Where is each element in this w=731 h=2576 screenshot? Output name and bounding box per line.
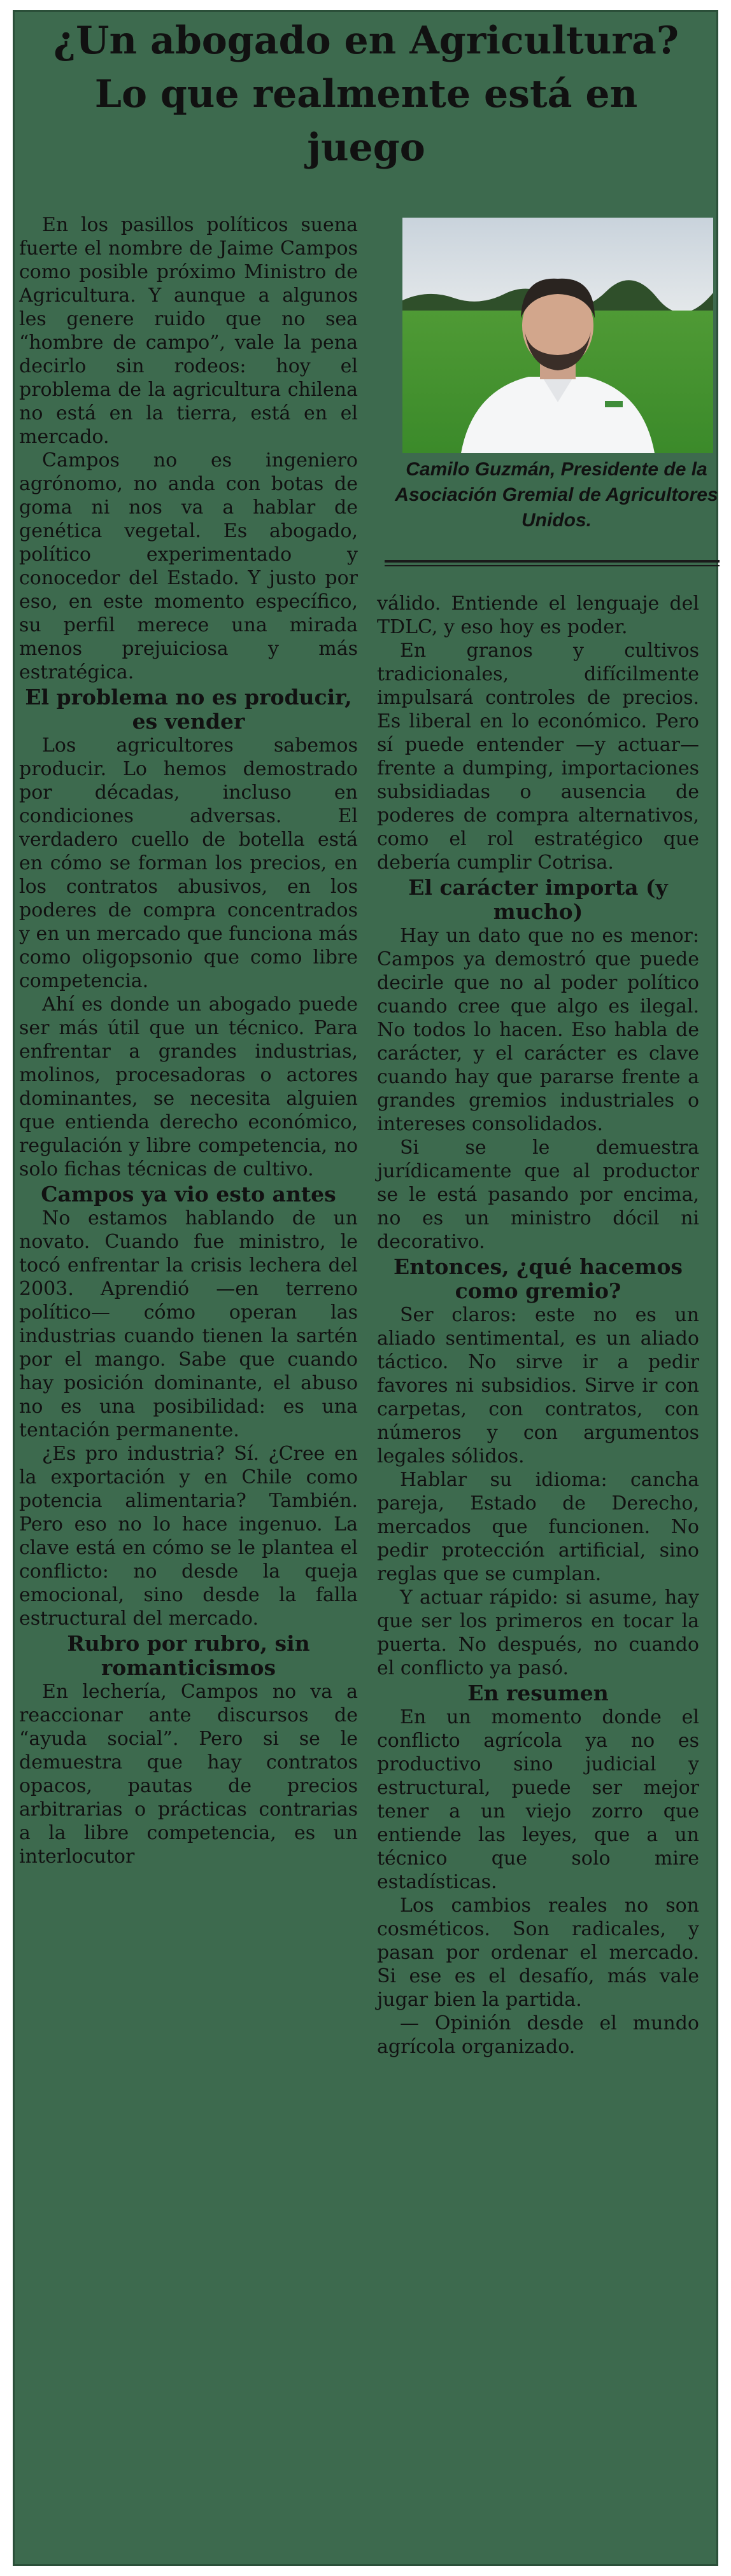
divider	[385, 560, 720, 563]
paragraph: Ahí es donde un abogado puede ser más útil que un técnico. Para enfrentar a grandes industrias, molinos, procesadoras o actores dominantes, se necesita alguien que entienda derecho económico, regulación y libre competencia, no solo fichas técnicas de cultivo.	[19, 993, 358, 1180]
subheading: En resumen	[467, 1681, 609, 1705]
paragraph: En un momento donde el conflicto agrícola ya no es productivo sino judicial y estructural, puede ser mejor tener a un viejo zorro que entiende las leyes, que a un técnico que solo mire estadísticas.	[377, 1706, 699, 1893]
paragraph: En lechería, Campos no va a reaccionar ante discursos de “ayuda social”. Pero si se le demuestra que hay contratos opacos, pautas de precios arbitrarias o prácticas contrarias a la libre competencia, es un interlocutor	[19, 1681, 358, 1868]
paragraph: Ser claros: este no es un aliado sentimental, es un aliado táctico. No sirve ir a pedir favores ni subsidios. Sirve ir con carpetas, con contratos, con números y con argumentos legales sólidos.	[377, 1304, 699, 1467]
paragraph: Si se le demuestra jurídicamente que al productor se le está pasando por encima, no es un ministro dócil ni decorativo.	[377, 1137, 699, 1253]
subheading: Rubro por rubro, sin romanticismos	[67, 1631, 310, 1680]
subheading: Campos ya vio esto antes	[41, 1182, 336, 1207]
headline: ¿Un abogado en Agricultura? Lo que realmente está en juego	[53, 18, 679, 170]
paragraph: En granos y cultivos tradicionales, difícilmente impulsará controles de precios. Es liberal en lo económico. Pero sí puede entender —y actuar— frente a dumping, importaciones subsidiadas o ausencia de poderes de compra alternativos, como el rol estratégico que debería cumplir Cotrisa.	[377, 640, 699, 874]
paragraph: válido. Entiende el lenguaje del TDLC, y eso hoy es poder.	[377, 592, 699, 638]
paragraph: En los pasillos políticos suena fuerte el nombre de Jaime Campos como posible próximo Ministro de Agricultura. Y aunque a algunos les genere ruido que no sea “hombre de campo”, vale la pena decirlo sin rodeos: hoy el problema de la agricultura chilena no está en la tierra, está en el mercado.	[19, 214, 358, 448]
paragraph: Hay un dato que no es menor: Campos ya demostró que puede decirle que no al poder político cuando cree que algo es ilegal. No todos lo hacen. Eso habla de carácter, y el carácter es clave cuando hay que pararse frente a grandes gremios industriales o intereses consolidados.	[377, 925, 699, 1135]
portrait-photo	[402, 218, 713, 453]
paragraph: Los cambios reales no son cosméticos. Son radicales, y pasan por ordenar el mercado. Si ese es el desafío, más vale jugar bien la partida.	[377, 1894, 699, 2011]
article-column-right	[377, 592, 699, 2059]
paragraph: Los agricultores sabemos producir. Lo hemos demostrado por décadas, incluso en condiciones adversas. El verdadero cuello de botella está en cómo se forman los precios, en los contratos abusivos, en los poderes de compra concentrados y en un mercado que funciona más como oligopsonio que como libre competencia.	[19, 734, 358, 992]
article-column-left	[19, 213, 358, 1868]
subheading: El carácter importa (y mucho)	[408, 875, 668, 924]
subheading: El problema no es producir, es vender	[25, 685, 352, 734]
subheading: Entonces, ¿qué hacemos como gremio?	[394, 1254, 683, 1303]
paragraph: Campos no es ingeniero agrónomo, no anda con botas de goma ni nos va a hablar de genética vegetal. Es abogado, político experimentado y conocedor del Estado. Y justo por eso, en este momento específico, su perfil merece una mirada menos prejuiciosa y más estratégica.	[19, 449, 358, 683]
paragraph: — Opinión desde el mundo agrícola organizado.	[377, 2012, 699, 2058]
paragraph: ¿Es pro industria? Sí. ¿Cree en la exportación y en Chile como potencia alimentaria? También. Pero eso no lo hace ingenuo. La clave está en cómo se le plantea el conflicto: no desde la queja emocional, sino desde la falla estructural del mercado.	[19, 1443, 358, 1630]
paragraph: Y actuar rápido: si asume, hay que ser los primeros en tocar la puerta. No después, no cuando el conflicto ya pasó.	[377, 1586, 699, 1679]
photo-caption: Camilo Guzmán, Presidente de la Asociación Gremial de Agricultores Unidos.	[395, 459, 718, 531]
paragraph: Hablar su idioma: cancha pareja, Estado de Derecho, mercados que funcionen. No pedir protección artificial, sino reglas que se cumplan.	[377, 1469, 699, 1585]
paragraph: No estamos hablando de un novato. Cuando fue ministro, le tocó enfrentar la crisis lechera del 2003. Aprendió —en terreno político— cómo operan las industrias cuando tienen la sartén por el mango. Sabe que cuando hay posición dominante, el abuso no es una posibilidad: es una tentación permanente.	[19, 1207, 358, 1441]
divider	[385, 565, 720, 566]
